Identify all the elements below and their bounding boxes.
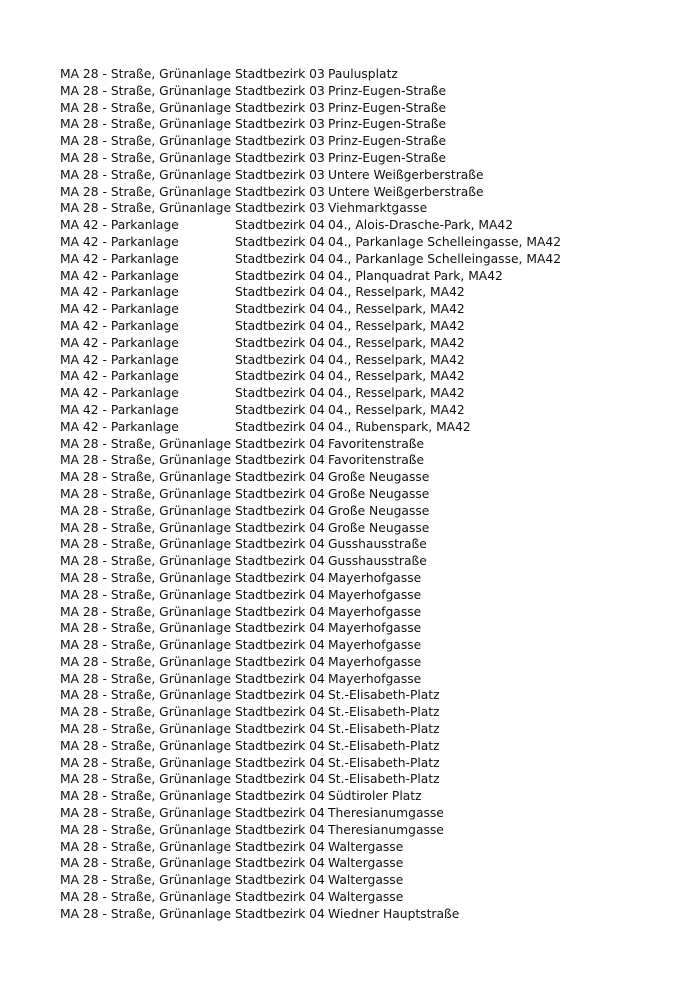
location-cell: Gusshausstraße xyxy=(328,554,427,569)
department-cell: MA 28 - Straße, Grünanlage xyxy=(60,67,232,81)
table-row xyxy=(60,486,660,503)
district-cell: Stadtbezirk 04 xyxy=(235,738,325,753)
department-cell: MA 28 - Straße, Grünanlage xyxy=(60,772,232,787)
table-row xyxy=(60,469,660,486)
location-cell: Favoritenstraße xyxy=(328,436,425,451)
department-cell: MA 28 - Straße, Grünanlage xyxy=(60,83,232,98)
district-cell: Stadtbezirk 04 xyxy=(235,705,325,720)
location-cell: Prinz-Eugen-Straße xyxy=(328,134,447,149)
department-cell: MA 42 - Parkanlage xyxy=(60,251,179,266)
district-cell: Stadtbezirk 04 xyxy=(235,873,325,888)
department-cell: MA 28 - Straße, Grünanlage xyxy=(60,671,232,686)
table-row xyxy=(60,352,660,369)
department-cell: MA 42 - Parkanlage xyxy=(60,386,179,401)
table-row xyxy=(60,100,660,117)
district-cell: Stadtbezirk 04 xyxy=(235,856,325,871)
table-row xyxy=(60,200,660,217)
department-cell: MA 28 - Straße, Grünanlage xyxy=(60,150,232,165)
district-cell: Stadtbezirk 04 xyxy=(235,453,325,468)
location-cell: St.-Elisabeth-Platz xyxy=(328,755,440,770)
location-cell: Große Neugasse xyxy=(328,520,430,535)
location-cell: St.-Elisabeth-Platz xyxy=(328,705,440,720)
location-cell: Theresianumgasse xyxy=(328,822,444,837)
department-cell: MA 28 - Straße, Grünanlage xyxy=(60,873,232,888)
department-cell: MA 28 - Straße, Grünanlage xyxy=(60,856,232,871)
table-row xyxy=(60,217,660,234)
location-cell: 04., Resselpark, MA42 xyxy=(328,386,465,401)
table-row xyxy=(60,301,660,318)
district-cell: Stadtbezirk 04 xyxy=(235,621,325,636)
table-row xyxy=(60,570,660,587)
table-row xyxy=(60,184,660,201)
table-row xyxy=(60,704,660,721)
location-table xyxy=(60,66,660,923)
location-cell: Mayerhofgasse xyxy=(328,587,422,602)
table-row xyxy=(60,872,660,889)
department-cell: MA 28 - Straße, Grünanlage xyxy=(60,134,232,149)
district-cell: Stadtbezirk 04 xyxy=(235,654,325,669)
department-cell: MA 28 - Straße, Grünanlage xyxy=(60,654,232,669)
department-cell: MA 28 - Straße, Grünanlage xyxy=(60,638,232,653)
district-cell: Stadtbezirk 04 xyxy=(235,554,325,569)
table-row xyxy=(60,234,660,251)
district-cell: Stadtbezirk 04 xyxy=(235,789,325,804)
district-cell: Stadtbezirk 04 xyxy=(235,386,325,401)
table-row xyxy=(60,788,660,805)
table-row xyxy=(60,889,660,906)
location-cell: Gusshausstraße xyxy=(328,537,427,552)
district-cell: Stadtbezirk 04 xyxy=(235,772,325,787)
table-row xyxy=(60,620,660,637)
department-cell: MA 28 - Straße, Grünanlage xyxy=(60,789,232,804)
location-cell: Wiedner Hauptstraße xyxy=(328,906,460,921)
location-cell: St.-Elisabeth-Platz xyxy=(328,772,440,787)
district-cell: Stadtbezirk 04 xyxy=(235,268,325,283)
location-cell: 04., Resselpark, MA42 xyxy=(328,302,465,317)
location-cell: 04., Resselpark, MA42 xyxy=(328,318,465,333)
location-cell: Mayerhofgasse xyxy=(328,654,422,669)
district-cell: Stadtbezirk 04 xyxy=(235,822,325,837)
district-cell: Stadtbezirk 04 xyxy=(235,587,325,602)
table-row xyxy=(60,436,660,453)
district-cell: Stadtbezirk 04 xyxy=(235,806,325,821)
department-cell: MA 28 - Straße, Grünanlage xyxy=(60,755,232,770)
department-cell: MA 28 - Straße, Grünanlage xyxy=(60,621,232,636)
location-cell: St.-Elisabeth-Platz xyxy=(328,688,440,703)
district-cell: Stadtbezirk 04 xyxy=(235,285,325,300)
table-row xyxy=(60,637,660,654)
district-cell: Stadtbezirk 04 xyxy=(235,402,325,417)
table-row xyxy=(60,654,660,671)
department-cell: MA 28 - Straße, Grünanlage xyxy=(60,705,232,720)
department-cell: MA 28 - Straße, Grünanlage xyxy=(60,822,232,837)
table-row xyxy=(60,805,660,822)
department-cell: MA 28 - Straße, Grünanlage xyxy=(60,839,232,854)
district-cell: Stadtbezirk 03 xyxy=(235,67,325,81)
department-cell: MA 42 - Parkanlage xyxy=(60,419,179,434)
location-cell: St.-Elisabeth-Platz xyxy=(328,722,440,737)
location-cell: Mayerhofgasse xyxy=(328,621,422,636)
table-row xyxy=(60,251,660,268)
district-cell: Stadtbezirk 04 xyxy=(235,503,325,518)
location-cell: Waltergasse xyxy=(328,856,404,871)
table-row xyxy=(60,368,660,385)
table-row xyxy=(60,452,660,469)
department-cell: MA 28 - Straße, Grünanlage xyxy=(60,520,232,535)
location-cell: Waltergasse xyxy=(328,873,404,888)
location-cell: Große Neugasse xyxy=(328,486,430,501)
table-row xyxy=(60,721,660,738)
location-cell: 04., Resselpark, MA42 xyxy=(328,335,465,350)
table-row xyxy=(60,839,660,856)
location-cell: 04., Resselpark, MA42 xyxy=(328,402,465,417)
table-row xyxy=(60,133,660,150)
table-row xyxy=(60,906,660,923)
district-cell: Stadtbezirk 04 xyxy=(235,638,325,653)
district-cell: Stadtbezirk 04 xyxy=(235,520,325,535)
district-cell: Stadtbezirk 04 xyxy=(235,486,325,501)
location-cell: 04., Alois-Drasche-Park, MA42 xyxy=(328,218,514,233)
table-row xyxy=(60,116,660,133)
department-cell: MA 28 - Straße, Grünanlage xyxy=(60,167,232,182)
location-cell: Paulusplatz xyxy=(328,67,398,81)
department-cell: MA 42 - Parkanlage xyxy=(60,268,179,283)
department-cell: MA 28 - Straße, Grünanlage xyxy=(60,117,232,132)
table-row xyxy=(60,771,660,788)
district-cell: Stadtbezirk 04 xyxy=(235,470,325,485)
district-cell: Stadtbezirk 04 xyxy=(235,671,325,686)
department-cell: MA 28 - Straße, Grünanlage xyxy=(60,570,232,585)
table-row xyxy=(60,385,660,402)
department-cell: MA 28 - Straße, Grünanlage xyxy=(60,688,232,703)
department-cell: MA 28 - Straße, Grünanlage xyxy=(60,604,232,619)
department-cell: MA 42 - Parkanlage xyxy=(60,234,179,249)
department-cell: MA 28 - Straße, Grünanlage xyxy=(60,470,232,485)
district-cell: Stadtbezirk 04 xyxy=(235,335,325,350)
district-cell: Stadtbezirk 04 xyxy=(235,419,325,434)
location-cell: Viehmarktgasse xyxy=(328,201,428,216)
table-row xyxy=(60,855,660,872)
district-cell: Stadtbezirk 04 xyxy=(235,537,325,552)
district-cell: Stadtbezirk 04 xyxy=(235,570,325,585)
location-cell: 04., Rubenspark, MA42 xyxy=(328,419,471,434)
table-row xyxy=(60,335,660,352)
table-row xyxy=(60,402,660,419)
location-cell: Untere Weißgerberstraße xyxy=(328,167,484,182)
district-cell: Stadtbezirk 04 xyxy=(235,352,325,367)
department-cell: MA 42 - Parkanlage xyxy=(60,318,179,333)
district-cell: Stadtbezirk 03 xyxy=(235,100,325,115)
department-cell: MA 28 - Straße, Grünanlage xyxy=(60,554,232,569)
table-row xyxy=(60,536,660,553)
district-cell: Stadtbezirk 04 xyxy=(235,251,325,266)
department-cell: MA 28 - Straße, Grünanlage xyxy=(60,906,232,921)
table-row xyxy=(60,520,660,537)
district-cell: Stadtbezirk 03 xyxy=(235,83,325,98)
table-row xyxy=(60,738,660,755)
location-cell: Mayerhofgasse xyxy=(328,638,422,653)
table-row xyxy=(60,419,660,436)
department-cell: MA 28 - Straße, Grünanlage xyxy=(60,722,232,737)
district-cell: Stadtbezirk 04 xyxy=(235,839,325,854)
table-row xyxy=(60,83,660,100)
location-cell: Große Neugasse xyxy=(328,503,430,518)
table-row xyxy=(60,66,660,83)
location-cell: Große Neugasse xyxy=(328,470,430,485)
location-cell: St.-Elisabeth-Platz xyxy=(328,738,440,753)
table-row xyxy=(60,150,660,167)
department-cell: MA 42 - Parkanlage xyxy=(60,352,179,367)
department-cell: MA 42 - Parkanlage xyxy=(60,402,179,417)
location-cell: 04., Resselpark, MA42 xyxy=(328,285,465,300)
department-cell: MA 28 - Straße, Grünanlage xyxy=(60,738,232,753)
district-cell: Stadtbezirk 04 xyxy=(235,369,325,384)
location-cell: Favoritenstraße xyxy=(328,453,425,468)
district-cell: Stadtbezirk 03 xyxy=(235,117,325,132)
district-cell: Stadtbezirk 03 xyxy=(235,201,325,216)
department-cell: MA 28 - Straße, Grünanlage xyxy=(60,503,232,518)
department-cell: MA 28 - Straße, Grünanlage xyxy=(60,184,232,199)
department-cell: MA 28 - Straße, Grünanlage xyxy=(60,806,232,821)
location-cell: 04., Resselpark, MA42 xyxy=(328,352,465,367)
department-cell: MA 28 - Straße, Grünanlage xyxy=(60,100,232,115)
district-cell: Stadtbezirk 04 xyxy=(235,688,325,703)
department-cell: MA 28 - Straße, Grünanlage xyxy=(60,201,232,216)
department-cell: MA 28 - Straße, Grünanlage xyxy=(60,486,232,501)
location-cell: Prinz-Eugen-Straße xyxy=(328,150,447,165)
location-cell: Waltergasse xyxy=(328,890,404,905)
district-cell: Stadtbezirk 04 xyxy=(235,218,325,233)
location-cell: Waltergasse xyxy=(328,839,404,854)
location-cell: Mayerhofgasse xyxy=(328,604,422,619)
table-row xyxy=(60,822,660,839)
department-cell: MA 42 - Parkanlage xyxy=(60,218,179,233)
department-cell: MA 28 - Straße, Grünanlage xyxy=(60,890,232,905)
location-cell: Theresianumgasse xyxy=(328,806,444,821)
district-cell: Stadtbezirk 04 xyxy=(235,890,325,905)
district-cell: Stadtbezirk 04 xyxy=(235,755,325,770)
district-cell: Stadtbezirk 04 xyxy=(235,234,325,249)
table-row xyxy=(60,268,660,285)
location-cell: 04., Resselpark, MA42 xyxy=(328,369,465,384)
location-cell: 04., Planquadrat Park, MA42 xyxy=(328,268,503,283)
department-cell: MA 42 - Parkanlage xyxy=(60,302,179,317)
table-row xyxy=(60,671,660,688)
district-cell: Stadtbezirk 04 xyxy=(235,318,325,333)
table-row xyxy=(60,755,660,772)
district-cell: Stadtbezirk 04 xyxy=(235,436,325,451)
table-row xyxy=(60,503,660,520)
location-cell: Mayerhofgasse xyxy=(328,671,422,686)
district-cell: Stadtbezirk 03 xyxy=(235,184,325,199)
table-row xyxy=(60,587,660,604)
district-cell: Stadtbezirk 03 xyxy=(235,150,325,165)
district-cell: Stadtbezirk 04 xyxy=(235,302,325,317)
department-cell: MA 28 - Straße, Grünanlage xyxy=(60,537,232,552)
district-cell: Stadtbezirk 04 xyxy=(235,906,325,921)
table-row xyxy=(60,284,660,301)
location-cell: Prinz-Eugen-Straße xyxy=(328,100,447,115)
district-cell: Stadtbezirk 04 xyxy=(235,722,325,737)
table-row xyxy=(60,553,660,570)
table-row xyxy=(60,318,660,335)
location-cell: Südtiroler Platz xyxy=(328,789,422,804)
district-cell: Stadtbezirk 03 xyxy=(235,167,325,182)
department-cell: MA 42 - Parkanlage xyxy=(60,369,179,384)
location-cell: Untere Weißgerberstraße xyxy=(328,184,484,199)
table-row xyxy=(60,167,660,184)
location-cell: 04., Parkanlage Schelleingasse, MA42 xyxy=(328,234,562,249)
district-cell: Stadtbezirk 03 xyxy=(235,134,325,149)
location-cell: Prinz-Eugen-Straße xyxy=(328,83,447,98)
department-cell: MA 28 - Straße, Grünanlage xyxy=(60,587,232,602)
location-cell: Prinz-Eugen-Straße xyxy=(328,117,447,132)
table-row xyxy=(60,687,660,704)
department-cell: MA 28 - Straße, Grünanlage xyxy=(60,436,232,451)
department-cell: MA 42 - Parkanlage xyxy=(60,335,179,350)
table-row xyxy=(60,604,660,621)
department-cell: MA 42 - Parkanlage xyxy=(60,285,179,300)
location-cell: Mayerhofgasse xyxy=(328,570,422,585)
district-cell: Stadtbezirk 04 xyxy=(235,604,325,619)
department-cell: MA 28 - Straße, Grünanlage xyxy=(60,453,232,468)
location-cell: 04., Parkanlage Schelleingasse, MA42 xyxy=(328,251,562,266)
